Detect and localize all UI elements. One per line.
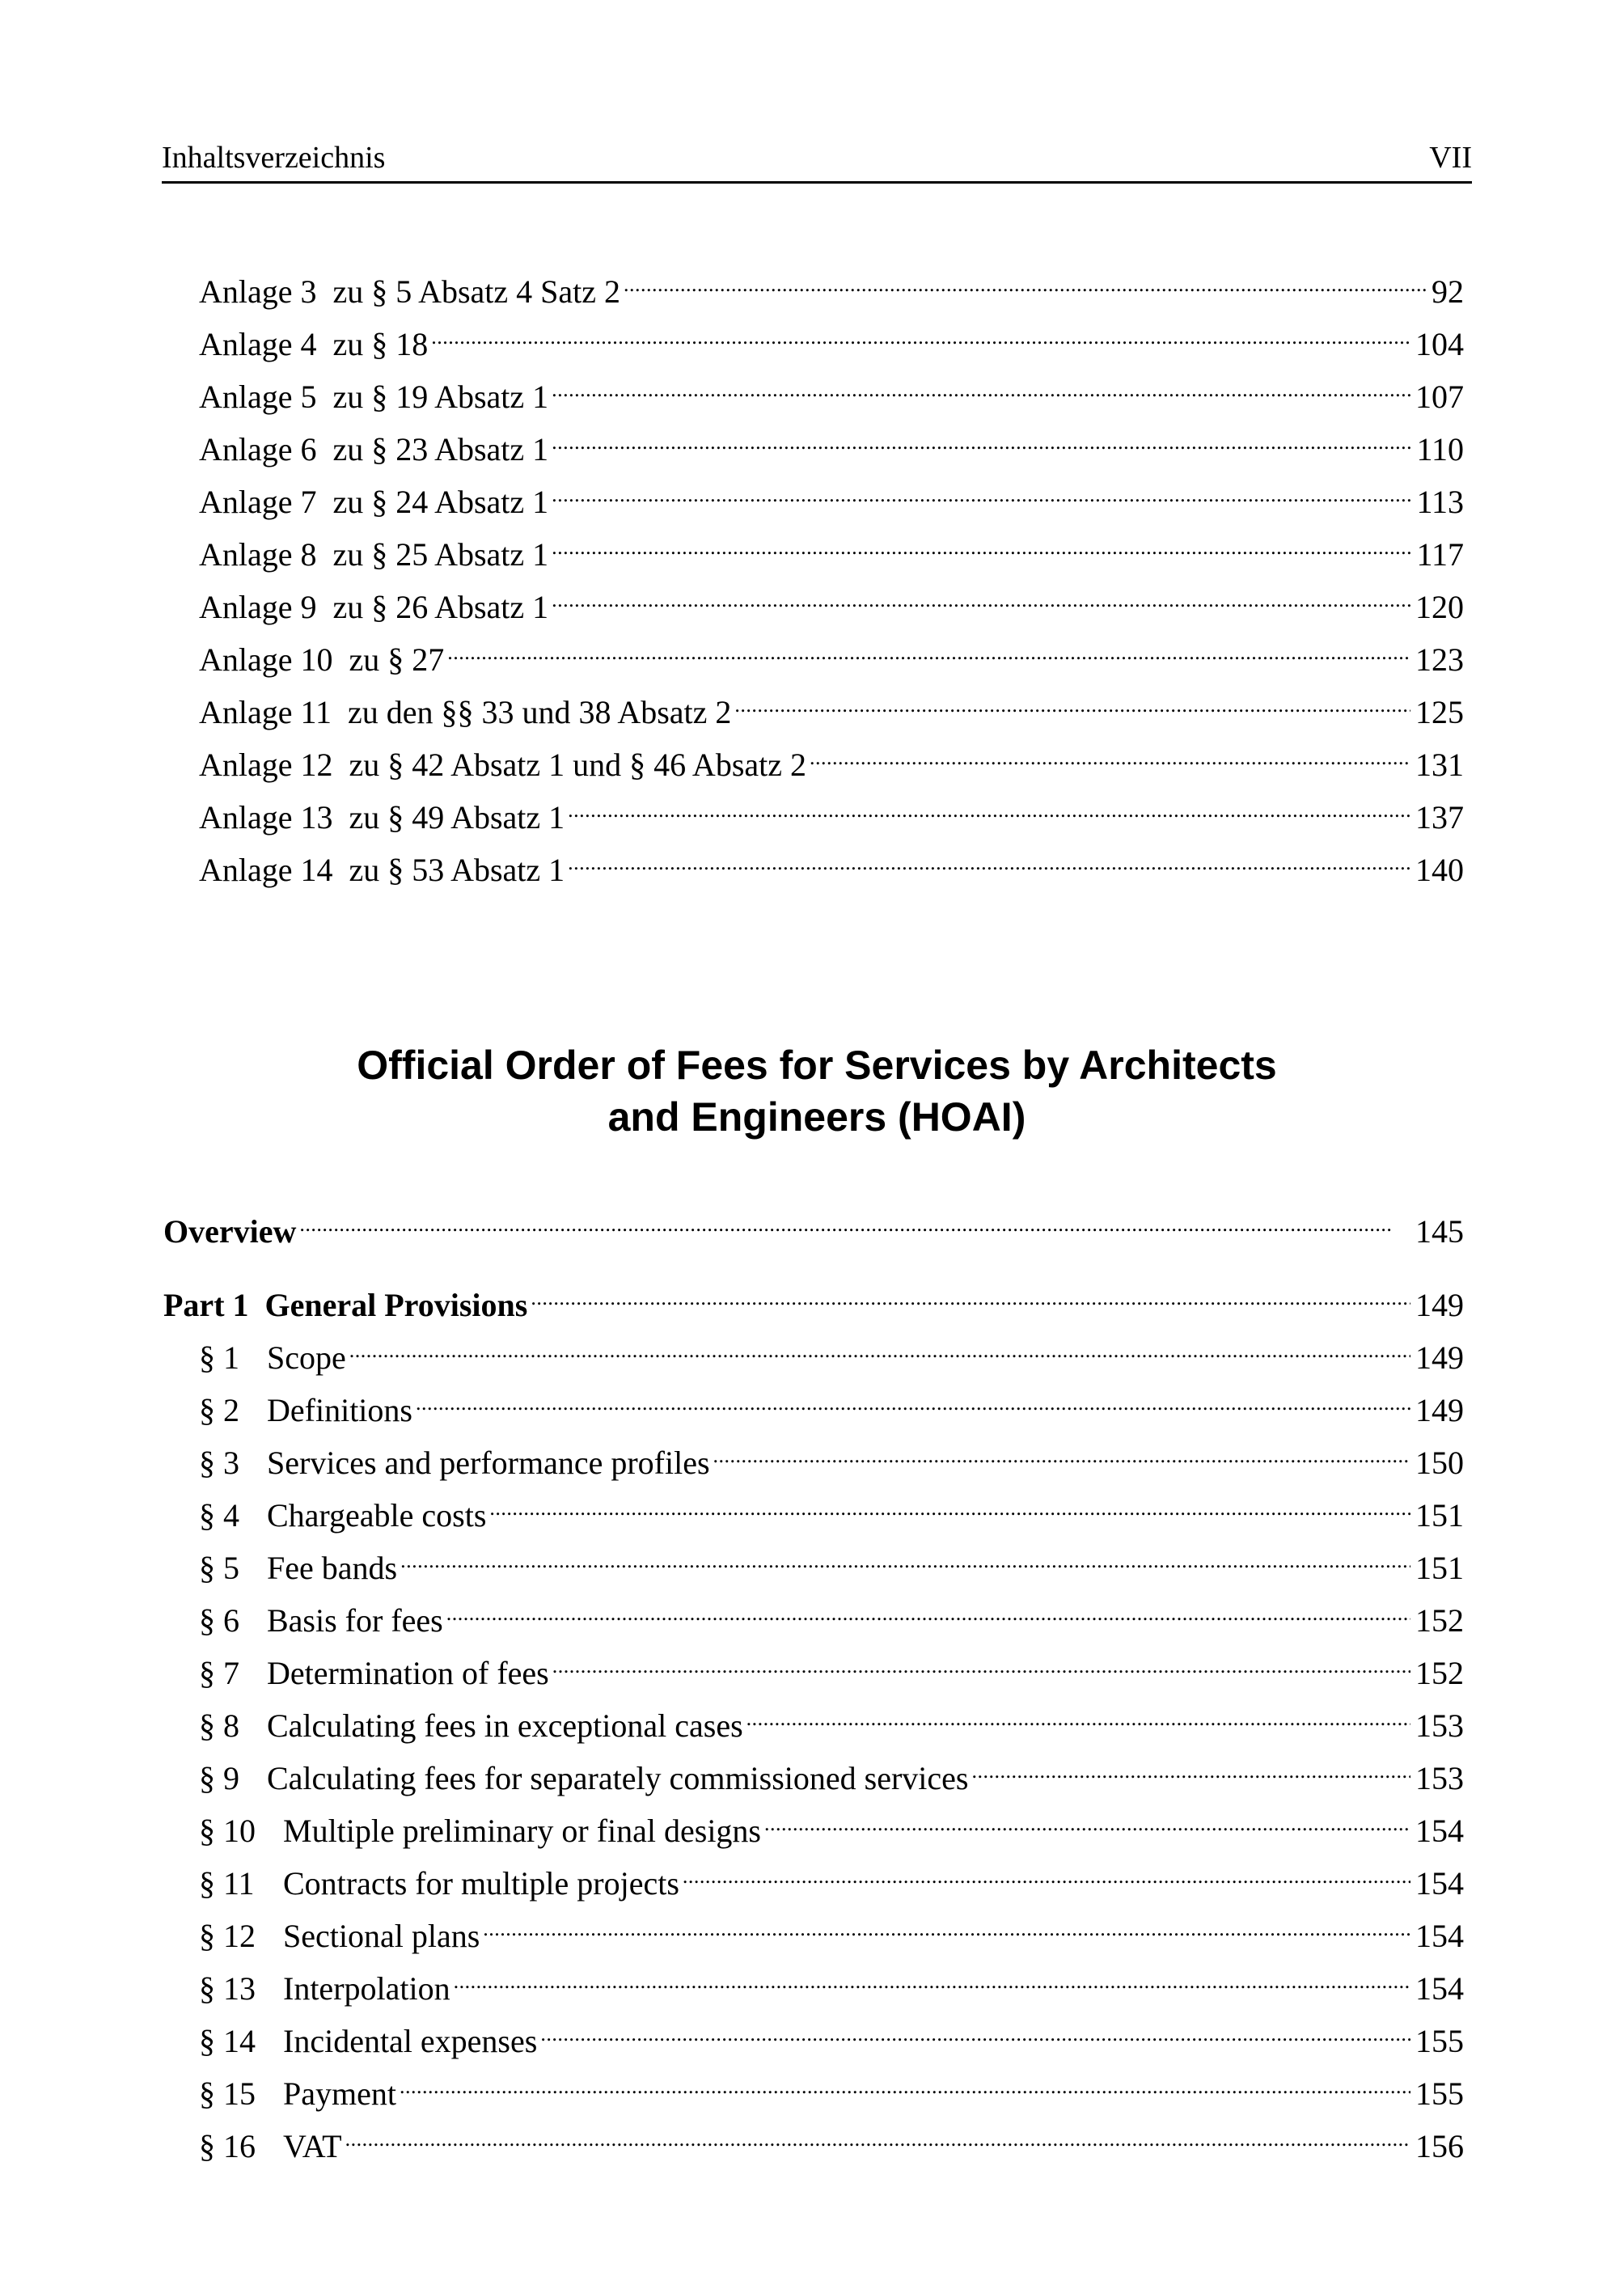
dot-leader: [446, 1591, 1410, 1631]
page-number: 145: [1415, 1213, 1464, 1250]
page-number: 149: [1415, 1339, 1464, 1376]
paragraph-number: § 2: [199, 1392, 239, 1428]
dot-leader: [431, 315, 1410, 355]
dot-leader: [447, 630, 1410, 671]
toc-entry-annex[interactable]: [199, 315, 1464, 362]
toc-entry-paragraph[interactable]: [199, 1486, 1464, 1534]
toc-entry-paragraph[interactable]: [199, 1959, 1464, 2007]
page-number: 154: [1415, 1865, 1464, 1902]
annex-label: Anlage 11: [199, 694, 332, 730]
page-number: 117: [1416, 536, 1464, 573]
annex-label: Anlage 7: [199, 484, 317, 520]
dot-leader: [746, 1696, 1410, 1737]
annex-label: Anlage 4: [199, 326, 317, 362]
toc-entry-paragraph[interactable]: [199, 1854, 1464, 1902]
annex-ref: zu § 24 Absatz 1: [332, 484, 549, 520]
dot-leader: [764, 1801, 1410, 1842]
annex-ref: zu § 49 Absatz 1: [349, 799, 565, 836]
paragraph-title: Services and performance profiles: [267, 1445, 710, 1481]
page-number: 149: [1415, 1287, 1464, 1323]
dot-leader: [531, 1276, 1410, 1316]
annex-label: Anlage 8: [199, 536, 317, 573]
page-number: 149: [1415, 1392, 1464, 1428]
paragraph-title: Definitions: [267, 1392, 412, 1428]
dot-leader: [552, 577, 1410, 618]
paragraph-title: VAT: [283, 2128, 342, 2164]
section-title-line-2: and Engineers (HOAI): [607, 1094, 1026, 1140]
paragraph-number: § 16: [199, 2128, 256, 2164]
paragraph-title: Calculating fees for separately commissioned services: [267, 1760, 969, 1796]
paragraph-number: § 4: [199, 1497, 239, 1534]
dot-leader: [540, 2012, 1410, 2052]
paragraph-number: § 13: [199, 1970, 256, 2007]
page-number: 155: [1415, 2075, 1464, 2112]
annex-ref: zu § 53 Absatz 1: [349, 852, 565, 888]
toc-entry-annex[interactable]: [199, 262, 1464, 310]
page-number: 155: [1415, 2023, 1464, 2059]
paragraph-number: § 7: [199, 1655, 239, 1691]
page-number: 125: [1415, 694, 1464, 730]
part-title: General Provisions: [264, 1287, 528, 1323]
page-number: 153: [1415, 1707, 1464, 1744]
page-number: 150: [1415, 1445, 1464, 1481]
toc-entry-paragraph[interactable]: [199, 2117, 1464, 2164]
toc-entry-annex[interactable]: [199, 735, 1464, 783]
dot-leader: [483, 1906, 1410, 1947]
annex-ref: zu den §§ 33 und 38 Absatz 2: [348, 694, 732, 730]
toc-entry-annex[interactable]: [199, 367, 1464, 415]
page-number: 151: [1415, 1550, 1464, 1586]
toc-entry-paragraph[interactable]: [199, 2012, 1464, 2059]
annex-label: Anlage 14: [199, 852, 333, 888]
page-number: 151: [1415, 1497, 1464, 1534]
annex-label: Anlage 3: [199, 273, 317, 310]
toc-entry-paragraph[interactable]: [199, 1591, 1464, 1639]
toc-entry-paragraph[interactable]: [199, 1906, 1464, 1954]
paragraph-title: Payment: [283, 2075, 396, 2112]
toc-entry-paragraph[interactable]: [199, 1328, 1464, 1376]
page-number: 154: [1415, 1970, 1464, 2007]
annex-ref: zu § 23 Absatz 1: [332, 431, 549, 467]
page-number: 152: [1415, 1602, 1464, 1639]
dot-leader: [552, 525, 1411, 565]
paragraph-number: § 3: [199, 1445, 239, 1481]
page-number: 156: [1415, 2128, 1464, 2164]
paragraph-title: Multiple preliminary or final designs: [283, 1813, 761, 1849]
paragraph-number: § 14: [199, 2023, 256, 2059]
toc-entry-annex[interactable]: [199, 472, 1464, 520]
dot-leader: [400, 1538, 1410, 1579]
section-title: [162, 1039, 1472, 1143]
toc-entry-paragraph[interactable]: [199, 1538, 1464, 1586]
page-number: 104: [1415, 326, 1464, 362]
paragraph-number: § 8: [199, 1707, 239, 1744]
toc-entry-annex[interactable]: [199, 840, 1464, 888]
page-number: 113: [1416, 484, 1464, 520]
annex-label: Anlage 6: [199, 431, 317, 467]
toc-entry-paragraph[interactable]: [199, 2064, 1464, 2112]
dot-leader: [299, 1202, 1410, 1242]
paragraph-number: § 9: [199, 1760, 239, 1796]
dot-leader: [345, 2117, 1410, 2157]
page-number: 154: [1415, 1918, 1464, 1954]
annex-ref: zu § 27: [349, 641, 445, 678]
page-number: 92: [1432, 273, 1464, 310]
dot-leader: [489, 1486, 1410, 1526]
annex-label: Anlage 12: [199, 747, 333, 783]
page-number: 137: [1415, 799, 1464, 836]
page-number: 110: [1416, 431, 1464, 467]
dot-leader: [416, 1381, 1410, 1421]
annex-ref: zu § 18: [332, 326, 429, 362]
dot-leader: [734, 683, 1410, 723]
paragraph-number: § 6: [199, 1602, 239, 1639]
annex-ref: zu § 5 Absatz 4 Satz 2: [332, 273, 621, 310]
dot-leader: [568, 788, 1410, 828]
page-number: 154: [1415, 1813, 1464, 1849]
page-number: 152: [1415, 1655, 1464, 1691]
header-page-number: VII: [1429, 141, 1472, 175]
toc-entry-annex[interactable]: [199, 420, 1464, 467]
paragraph-title: Calculating fees in exceptional cases: [267, 1707, 743, 1744]
paragraph-title: Chargeable costs: [267, 1497, 487, 1534]
dot-leader: [552, 472, 1411, 513]
paragraph-number: § 15: [199, 2075, 256, 2112]
annex-ref: zu § 25 Absatz 1: [332, 536, 549, 573]
toc-entry-annex[interactable]: [199, 683, 1464, 730]
paragraph-title: Scope: [267, 1339, 346, 1376]
page-number: 120: [1415, 589, 1464, 625]
page-number: 140: [1415, 852, 1464, 888]
page-number: 123: [1415, 641, 1464, 678]
dot-leader: [568, 840, 1410, 881]
paragraph-number: § 12: [199, 1918, 256, 1954]
annex-label: Anlage 10: [199, 641, 333, 678]
toc-entry-paragraph[interactable]: [199, 1433, 1464, 1481]
annex-ref: zu § 42 Absatz 1 und § 46 Absatz 2: [349, 747, 807, 783]
header-title: Inhaltsverzeichnis: [162, 141, 386, 175]
paragraph-title: Contracts for multiple projects: [283, 1865, 679, 1902]
toc-entry-annex[interactable]: [199, 525, 1464, 573]
annex-label: Anlage 9: [199, 589, 317, 625]
paragraph-title: Basis for fees: [267, 1602, 443, 1639]
toc-entry-part[interactable]: [163, 1276, 1464, 1323]
dot-leader: [810, 735, 1410, 776]
part-label: Part 1: [163, 1287, 249, 1323]
toc-entry-paragraph[interactable]: [199, 1749, 1464, 1796]
dot-leader: [552, 420, 1411, 460]
annex-ref: zu § 19 Absatz 1: [332, 379, 549, 415]
annex-label: Anlage 5: [199, 379, 317, 415]
page-number: 131: [1415, 747, 1464, 783]
overview-label: Overview: [163, 1213, 297, 1250]
toc-entry-paragraph[interactable]: [199, 1801, 1464, 1849]
dot-leader: [552, 1644, 1410, 1684]
dot-leader: [454, 1959, 1410, 1999]
paragraph-title: Incidental expenses: [283, 2023, 538, 2059]
dot-leader: [349, 1328, 1410, 1369]
dot-leader: [683, 1854, 1410, 1894]
toc-entry-paragraph[interactable]: [199, 1696, 1464, 1744]
toc-entry-overview[interactable]: [163, 1202, 1464, 1250]
page-number: 153: [1415, 1760, 1464, 1796]
paragraph-number: § 10: [199, 1813, 256, 1849]
paragraph-title: Sectional plans: [283, 1918, 480, 1954]
toc-entry-paragraph[interactable]: [199, 1381, 1464, 1428]
toc-entry-paragraph[interactable]: [199, 1644, 1464, 1691]
paragraph-number: § 1: [199, 1339, 239, 1376]
paragraph-title: Determination of fees: [267, 1655, 549, 1691]
toc-entry-annex[interactable]: [199, 577, 1464, 625]
dot-leader: [971, 1749, 1410, 1789]
dot-leader: [400, 2064, 1410, 2105]
dot-leader: [624, 262, 1427, 302]
running-header: [162, 134, 1472, 184]
annex-label: Anlage 13: [199, 799, 333, 836]
page-number: 107: [1415, 379, 1464, 415]
toc-entry-annex[interactable]: [199, 630, 1464, 678]
paragraph-number: § 5: [199, 1550, 239, 1586]
annex-ref: zu § 26 Absatz 1: [332, 589, 549, 625]
section-title-line-1: Official Order of Fees for Services by Architects: [357, 1043, 1277, 1088]
paragraph-title: Interpolation: [283, 1970, 450, 2007]
toc-entry-annex[interactable]: [199, 788, 1464, 836]
paragraph-title: Fee bands: [267, 1550, 398, 1586]
dot-leader: [552, 367, 1410, 408]
paragraph-number: § 11: [199, 1865, 255, 1902]
dot-leader: [713, 1433, 1410, 1474]
